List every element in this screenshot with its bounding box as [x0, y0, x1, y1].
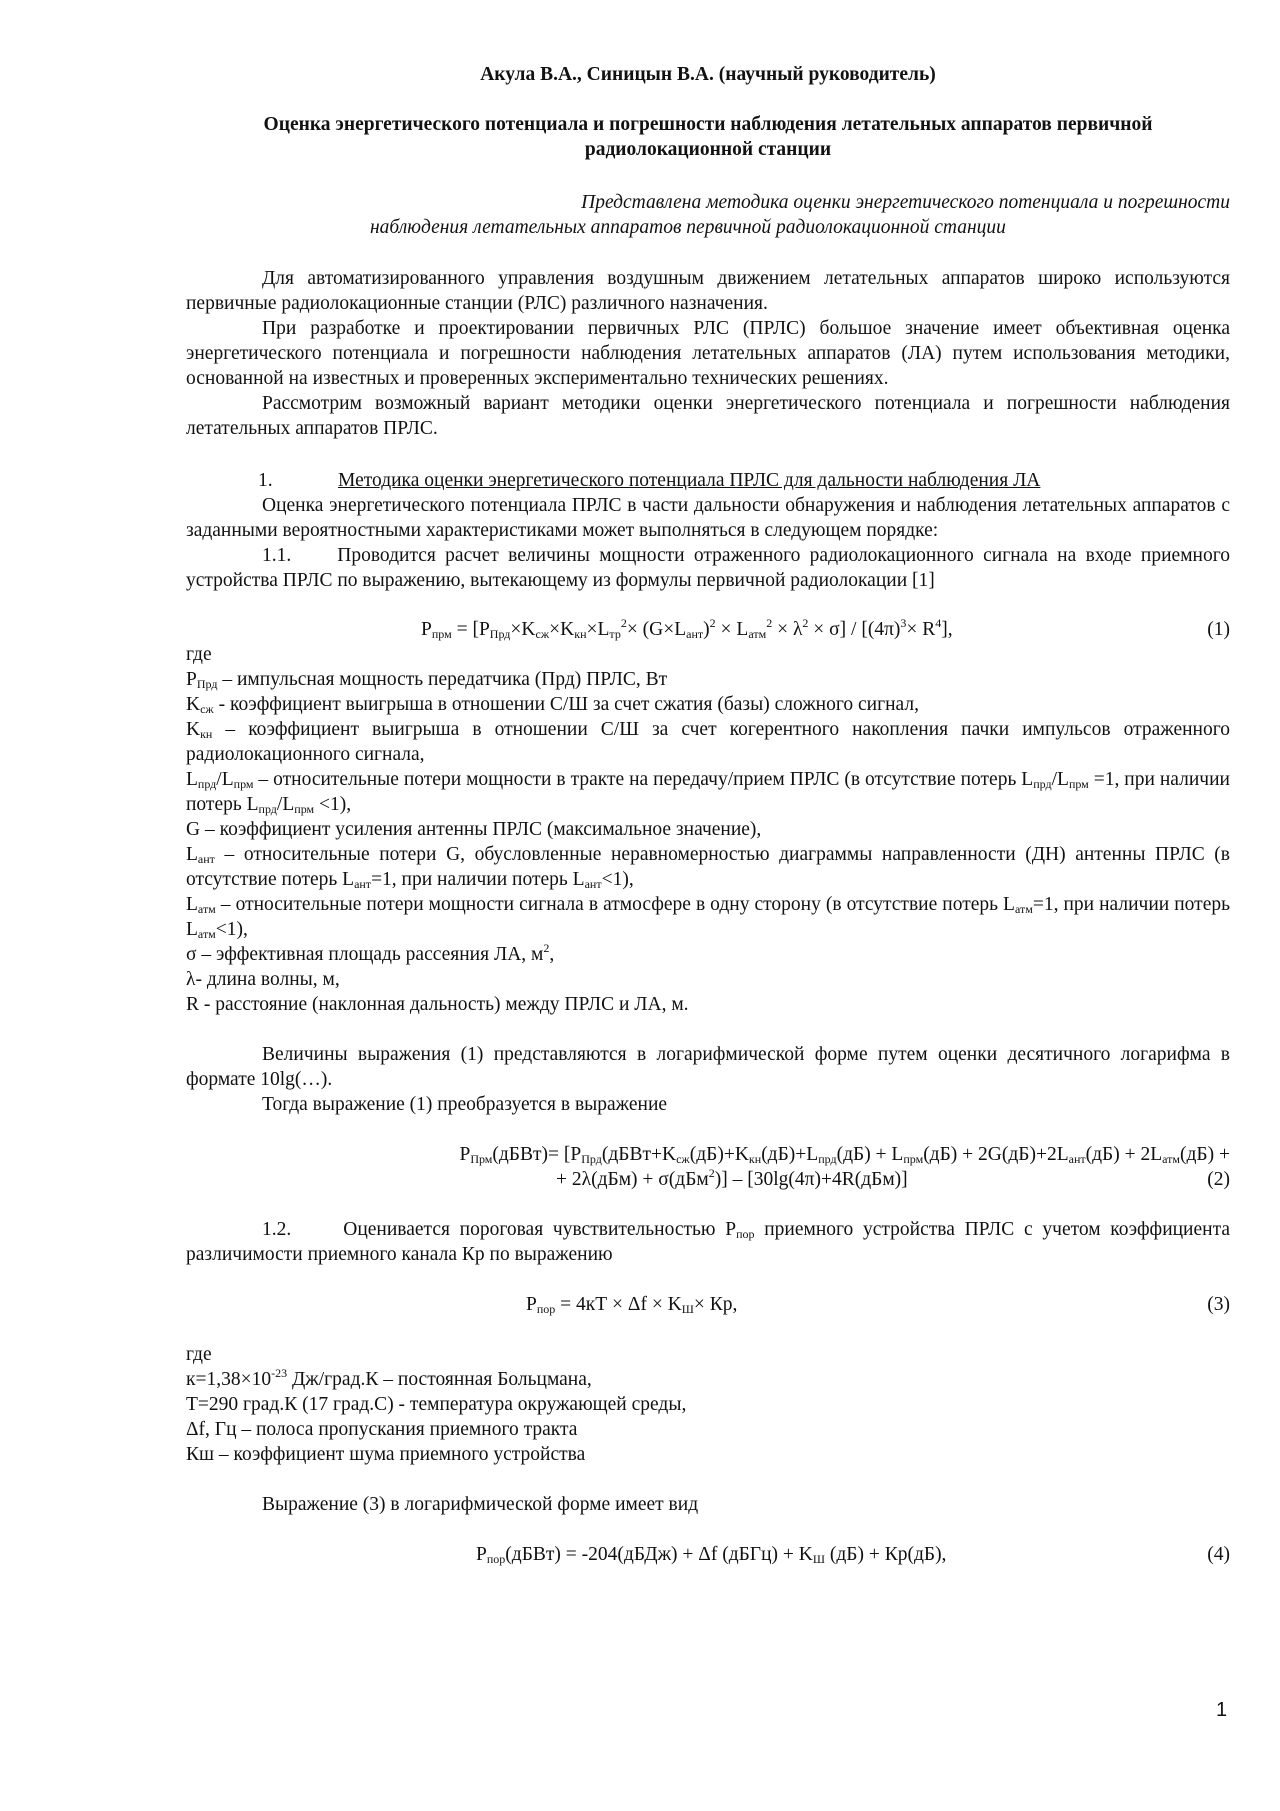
- definition-temperature: Т=290 град.К (17 град.С) - температура окружающей среды,: [186, 1394, 687, 1415]
- abstract-line-1: Представлена методика оценки энергетического потенциала и погрешности: [581, 192, 1230, 213]
- equation-4-number: (4): [1207, 1544, 1230, 1565]
- equation-1: [186, 617, 1230, 642]
- definition-p-prd: $P_{Прд}$ – импульсная мощность передатчика (Прд) ПРЛС, Вт: [186, 669, 668, 691]
- definition-bandwidth: Δf, Гц – полоса пропускания приемного тракта: [186, 1419, 578, 1440]
- equation-2-formula-part-1: $P_{Прм}(дБВт)=$ [$P_{Прд}(дБВт+K_{сж}(дБ)+K_{кн}(дБ)+L_{прд}(дБ) + L_{прм}(дБ) + 2G(дБ)+2L_{ант}(дБ) + 2L_{атм}(дБ)$ +: [459, 1144, 1230, 1166]
- authors: Акула В.А., Синицын В.А. (научный руководитель): [480, 64, 936, 85]
- title-line-1: Оценка энергетического потенциала и погрешности наблюдения летательных аппаратов первичной: [263, 114, 1153, 135]
- title-line-2: радиолокационной станции: [584, 139, 832, 160]
- abstract-line-2: наблюдения летательных аппаратов первичной радиолокационной станции: [370, 217, 1006, 238]
- definition-lambda: λ- длина волны, м,: [186, 969, 340, 990]
- equation-4-formula: $P_{пор}(дБВт)$ = -204(дБДж) + Δf (дБГц) + $K_Ш$ (дБ) + Кр(дБ),: [476, 1544, 947, 1566]
- equation-4: [186, 1542, 1230, 1567]
- log-paragraph-2: Тогда выражение (1) преобразуется в выражение: [262, 1094, 668, 1115]
- section-1-title: Методика оценки энергетического потенциала ПРЛС для дальности наблюдения ЛА: [338, 470, 1041, 491]
- equation-3-number: (3): [1207, 1294, 1230, 1315]
- equation-2-number: (2): [1207, 1169, 1230, 1190]
- intro-paragraph-1: Для автоматизированного управления воздушным движением летательных аппаратов широко используются первичные радиолокационные станции (РЛС) различного назначения.: [186, 268, 1230, 314]
- intro-paragraph-2: При разработке и проектировании первичных РЛС (ПРЛС) большое значение имеет объективная оценка энергетического потенциала и погрешности наблюдения летательных аппаратов (ЛА) путем использования методики, основанной на известных и проверенных экспериментально технических решениях.: [186, 318, 1230, 389]
- page-number: 1: [1216, 1699, 1228, 1721]
- where-label-2: где: [186, 1344, 212, 1365]
- definition-sigma: σ – эффективная площадь рассеяния ЛА, $м^2$,: [186, 941, 555, 965]
- definition-g: G – коэффициент усиления антенны ПРЛС (максимальное значение),: [186, 819, 762, 840]
- definition-l-prd: $L_{прд}/L_{прм}$ – относительные потери мощности в тракте на передачу/прием ПРЛС (в отсутствие потерь $L_{прд}/L_{прм} =1$, при наличии потерь $L_{прд}/L_{прм} <1$),: [186, 769, 1230, 816]
- definition-boltzmann: $к=1,38\times 10^{-23}$ Дж/град.К – постоянная Больцмана,: [186, 1366, 592, 1390]
- equation-3: [186, 1292, 1230, 1317]
- definition-k-szh: $K_{сж}$ - коэффициент выигрыша в отношении С/Ш за счет сжатия (базы) сложного сигнал,: [186, 694, 919, 716]
- intro-paragraph-3: Рассмотрим возможный вариант методики оценки энергетического потенциала и погрешности наблюдения летательных аппаратов ПРЛС.: [186, 393, 1230, 439]
- definition-noise-figure: Кш – коэффициент шума приемного устройства: [186, 1444, 586, 1465]
- definition-r: R - расстояние (наклонная дальность) между ПРЛС и ЛА, м.: [186, 994, 689, 1015]
- equation-3-formula: $P_{пор} = 4кТ \times \Delta f \times K_Ш\times$ Кр,: [526, 1294, 738, 1316]
- section-1-paragraph: Оценка энергетического потенциала ПРЛС в части дальности обнаружения и наблюдения летательных аппаратов с заданными вероятностными характеристиками может выполняться в следующем порядке:: [186, 495, 1230, 541]
- equation-1-number: (1): [1207, 619, 1230, 640]
- step-1-1-number: 1.1.: [262, 545, 292, 566]
- step-1-1-text: Проводится расчет величины мощности отраженного радиолокационного сигнала на входе приемного устройства ПРЛС по выражению, вытекающему из формулы первичной радиолокации [1]: [186, 545, 1230, 591]
- equation-2-line-2: [186, 1167, 1230, 1192]
- step-1-2-paragraph: 1.2. Оценивается пороговая чувствительностью $Р_{пор}$ приемного устройства ПРЛС с учетом коэффициента различимости приемного канала Кр по выражению: [186, 1219, 1231, 1265]
- equation-1-formula: $P_{прм} = [P_{Прд}\times K_{сж}\times K_{кн}\times L_{тр}^2\times (G\times L_{ант})^2 \times L_{атм}^2 \times \lambda^2 \times \sigma] / [(4\pi)^3\times R^4]$,: [421, 616, 953, 641]
- section-1-number: 1.: [258, 470, 273, 491]
- equation-2-formula-part-2: + 2λ(дБм) + σ(дБм$^2$)] – [30lg(4π)+4R(дБм)]: [556, 1166, 908, 1190]
- log-paragraph-1: Величины выражения (1) представляются в логарифмической форме путем оценки десятичного логарифма в формате 10lg(…).: [186, 1044, 1230, 1090]
- equation-2-line-1: [186, 1142, 1230, 1167]
- where-label-1: где: [186, 644, 212, 665]
- equation-4-intro: Выражение (3) в логарифмической форме имеет вид: [262, 1494, 699, 1515]
- definition-l-ant: $L_{ант}$ – относительные потери G, обусловленные неравномерностью диаграммы направленности (ДН) антенны ПРЛС (в отсутствие потерь $L_{ант}=1$, при наличии потерь $L_{ант}<1$),: [186, 844, 1230, 891]
- definition-k-kn: $K_{кн}$ – коэффициент выигрыша в отношении С/Ш за счет когерентного накопления пачки импульсов отраженного радиолокационного сигнала,: [186, 719, 1230, 765]
- definition-l-atm: $L_{атм}$ – относительные потери мощности сигнала в атмосфере в одну сторону (в отсутствие потерь $L_{атм}=1$, при наличии потерь $L_{атм}<1$),: [186, 894, 1230, 941]
- step-1-1-paragraph: [186, 543, 1230, 593]
- step-1-2-number: 1.2.: [262, 1219, 292, 1240]
